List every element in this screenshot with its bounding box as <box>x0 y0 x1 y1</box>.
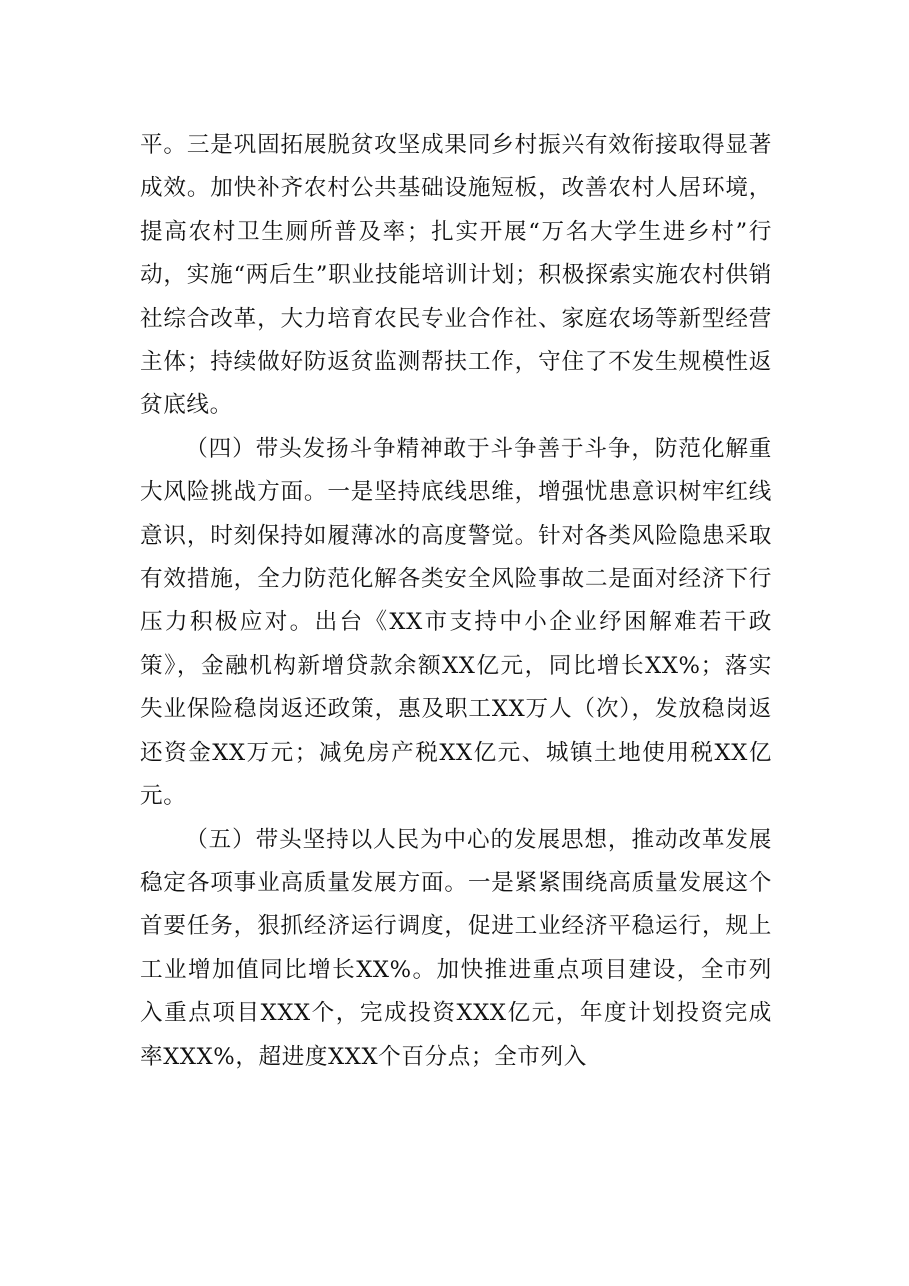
paragraph-section-five: （五）带头坚持以人民为中心的发展思想，推动改革发展稳定各项事业高质量发展方面。一是紧紧围绕高质量发展这个首要任务，狠抓经济运行调度，促进工业经济平稳运行，规上工业增加值同比增长XX%。加快推进重点项目建设，全市列入重点项目XXX个，完成投资XXX亿元，年度计划投资完成率XXX%，超进度XXX个百分点；全市列入 <box>140 826 772 1070</box>
paragraph-continued: 平。三是巩固拓展脱贫攻坚成果同乡村振兴有效衔接取得显著成效。加快补齐农村公共基础设施短板，改善农村人居环境，提高农村卫生厕所普及率；扎实开展“万名大学生进乡村”行动，实施“两后生”职业技能培训计划；积极探索实施农村供销社综合改革，大力培育农民专业合作社、家庭农场等新型经营主体；持续做好防返贫监测帮扶工作，守住了不发生规模性返贫底线。 <box>140 132 772 419</box>
paragraph-section-four: （四）带头发扬斗争精神敢于斗争善于斗争，防范化解重大风险挑战方面。一是坚持底线思维，增强忧患意识树牢红线意识，时刻保持如履薄冰的高度警觉。针对各类风险隐患采取有效措施，全力防范化解各类安全风险事故二是面对经济下行压力积极应对。出台《XX市支持中小企业纾困解难若干政策》，金融机构新增贷款余额XX亿元，同比增长XX%；落实失业保险稳岗返还政策，惠及职工XX万人（次），发放稳岗返还资金XX万元；减免房产税XX亿元、城镇土地使用税XX亿元。 <box>140 435 772 810</box>
document-body <box>140 124 772 1079</box>
